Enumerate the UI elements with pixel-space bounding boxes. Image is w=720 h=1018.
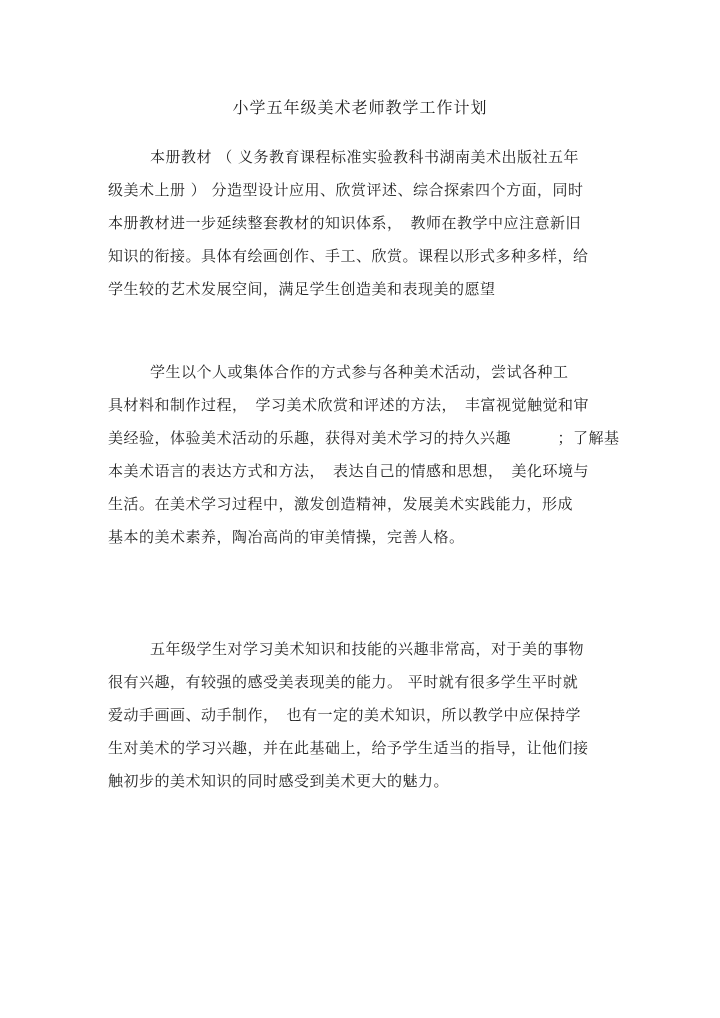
paragraph-1 [108,141,628,306]
paragraph-line: 五年级学生对学习美术知识和技能的兴趣非常高，对于美的事物 [150,640,585,658]
paragraph-line: 级美术上册 ） 分造型设计应用、欣赏评述、综合探索四个方面，同时 [108,181,584,199]
paragraph-3 [108,633,628,798]
paragraph-line: 本册教材进一步延续整套教材的知识体系， 教师在教学中应注意新旧 [108,214,582,232]
paragraph-line: 基本的美术素养，陶冶高尚的审美情操，完善人格。 [108,528,465,546]
paragraph-line: 触初步的美术知识的同时感受到美术更大的魅力。 [108,772,450,790]
paragraph-line: 学生以个人或集体合作的方式参与各种美术活动，尝试各种工 [150,363,569,381]
paragraph-line: 生对美术的学习兴趣，并在此基础上，给予学生适当的指导，让他们接 [108,739,589,757]
paragraph-line: 生活。在美术学习过程中，激发创造精神，发展美术实践能力，形成 [108,495,574,513]
paragraph-line: 学生较的艺术发展空间，满足学生创造美和表现美的愿望 [108,280,496,298]
paragraph-line: 美经验，体验美术活动的乐趣，获得对美术学习的持久兴趣 ；了解基 [108,429,620,447]
paragraph-line: 爱动手画画、动手制作， 也有一定的美术知识，所以教学中应保持学 [108,706,582,724]
document-title: 小学五年级美术老师教学工作计划 [232,98,488,117]
paragraph-line: 具材料和制作过程， 学习美术欣赏和评述的方法， 丰富视觉触觉和审 [108,396,590,414]
paragraph-line: 本册教材 （ 义务教育课程标准实验教科书湖南美术出版社五年 [150,148,580,166]
paragraph-line: 本美术语言的表达方式和方法， 表达自己的情感和思想， 美化环境与 [108,462,590,480]
paragraph-line: 很有兴趣，有较强的感受美表现美的能力。 平时就有很多学生平时就 [108,673,579,691]
paragraph-line: 知识的衔接。具体有绘画创作、手工、欣赏。课程以形式多种多样，给 [108,247,589,265]
paragraph-2 [108,356,628,554]
